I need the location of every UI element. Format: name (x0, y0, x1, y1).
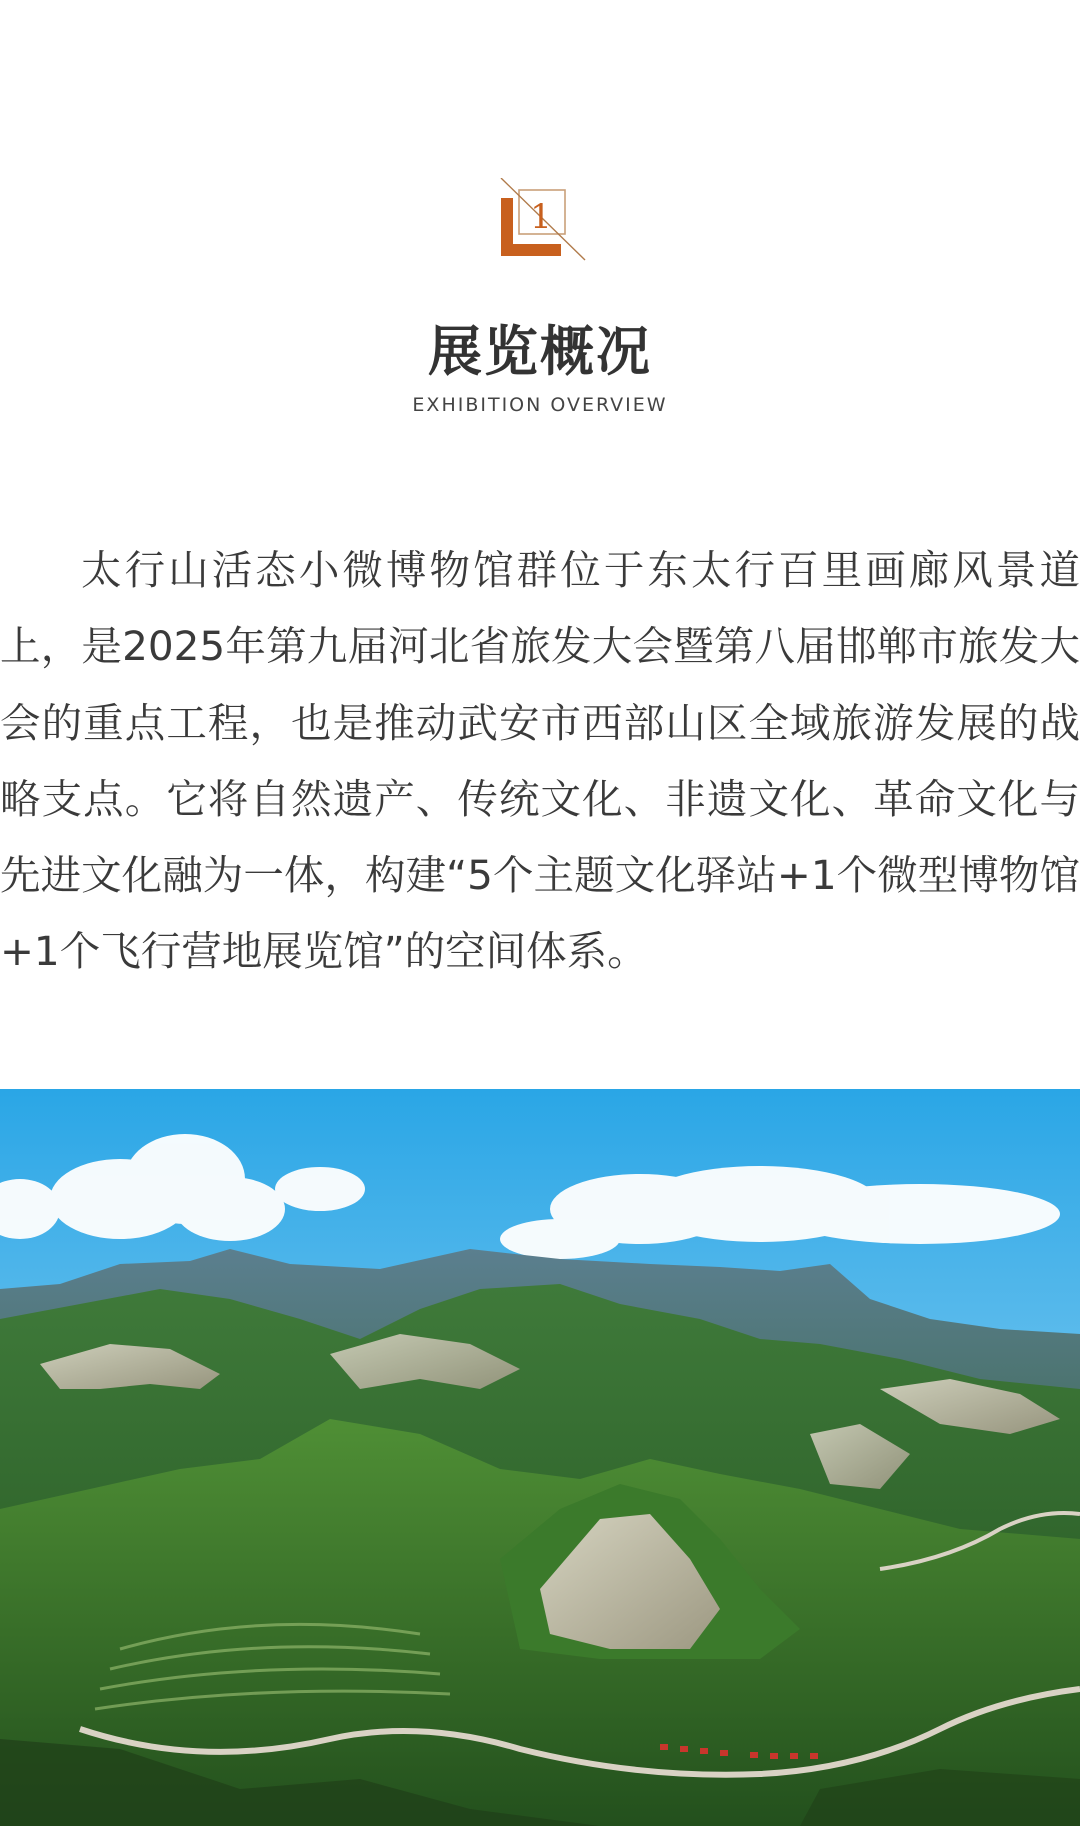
section-number: 1 (530, 197, 552, 237)
mountain-landscape-image (0, 1089, 1080, 1826)
section-header (0, 0, 1080, 470)
section-title: 展览概况 (428, 319, 652, 383)
section-subtitle: EXHIBITION OVERVIEW (412, 394, 668, 416)
landscape-photo (0, 1089, 1080, 1826)
intro-paragraph: 太行山活态小微博物馆群位于东太行百里画廊风景道上，是2025年第九届河北省旅发大会暨第八届邯郸市旅发大会的重点工程，也是推动武安市西部山区全域旅游发展的战略支点。它将自然遗产、传统文化、非遗文化、革命文化与先进文化融为一体，构建“5个主题文化驿站+1个微型博物馆+1个飞行营地展览馆”的空间体系。 (0, 546, 1080, 976)
